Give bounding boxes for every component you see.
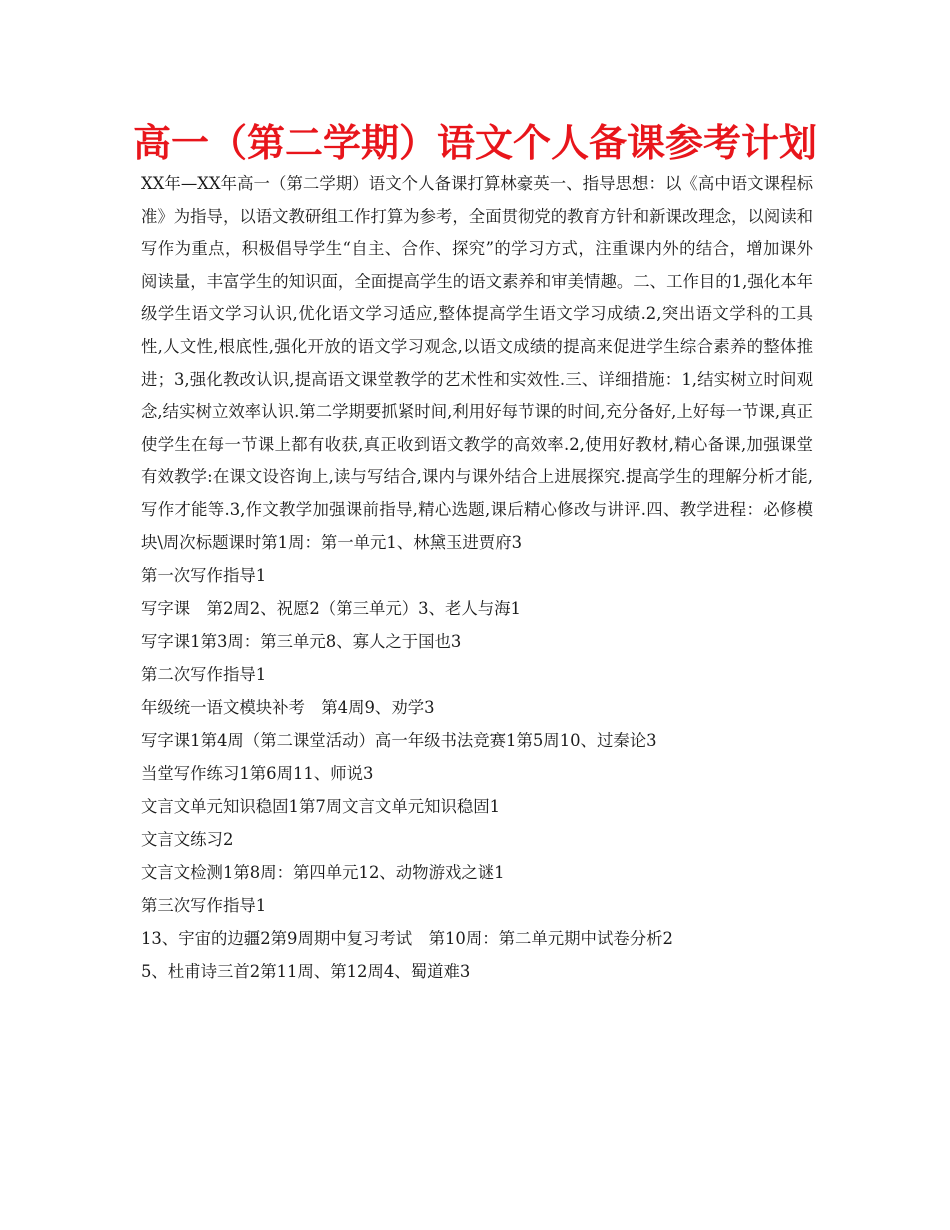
schedule-line: 文言文检测1第8周：第四单元12、动物游戏之谜1 bbox=[141, 863, 505, 883]
schedule-line: 13、宇宙的边疆2第9周期中复习考试 第10周：第二单元期中试卷分析2 bbox=[141, 929, 673, 949]
schedule-line: 第一次写作指导1 bbox=[141, 566, 267, 586]
schedule-line: 写字课1第3周：第三单元8、寡人之于国也3 bbox=[141, 632, 462, 652]
schedule-line: 5、杜甫诗三首2第11周、第12周4、蜀道难3 bbox=[141, 962, 471, 982]
schedule-line: 第二次写作指导1 bbox=[141, 665, 267, 685]
schedule-line: 第三次写作指导1 bbox=[141, 896, 267, 916]
intro-paragraph: XX年—XX年高一（第二学期）语文个人备课打算林豪英一、指导思想：以《高中语文课程标准》为指导，以语文教研组工作打算为参考，全面贯彻党的教育方针和新课改理念，以阅读和写作为重点，积极倡导学生“自主、合作、探究”的学习方式，注重课内外的结合，增加课外阅读量，丰富学生的知识面，全面提高学生的语文素养和审美情趣。二、工作目的1,强化本年级学生语文学习认识,优化语文学习适应,整体提高学生语文学习成绩.2,突出语文学科的工具性,人文性,根底性,强化开放的语文学习观念,以语文成绩的提高来促进学生综合素养的整体推进；3,强化教改认识,提高语文课堂教学的艺术性和实效性.三、详细措施：1,结实树立时间观念,结实树立效率认识.第二学期要抓紧时间,利用好每节课的时间,充分备好,上好每一节课,真正使学生在每一节课上都有收获,真正收到语文教学的高效率.2,使用好教材,精心备课,加强课堂有效教学:在课文设咨询上,读与写结合,课内与课外结合上进展探究.提高学生的理解分析才能,写作才能等.3,作文教学加强课前指导,精心选题,课后精心修改与讲评.四、教学进程：必修模块\周次标题课时第1周：第一单元1、林黛玉进贾府3 bbox=[141, 174, 814, 552]
schedule-line: 文言文练习2 bbox=[141, 830, 234, 850]
schedule-list bbox=[141, 559, 813, 988]
document-body bbox=[141, 168, 813, 988]
schedule-line: 当堂写作练习1第6周11、师说3 bbox=[141, 764, 374, 784]
schedule-line: 文言文单元知识稳固1第7周文言文单元知识稳固1 bbox=[141, 797, 501, 817]
document-title: 高一（第二学期）语文个人备课参考计划 bbox=[132, 121, 817, 165]
schedule-line: 写字课 第2周2、祝愿2（第三单元）3、老人与海1 bbox=[141, 599, 521, 619]
schedule-line: 年级统一语文模块补考 第4周9、劝学3 bbox=[141, 698, 435, 718]
schedule-line: 写字课1第4周（第二课堂活动）高一年级书法竞赛1第5周10、过秦论3 bbox=[141, 731, 657, 751]
